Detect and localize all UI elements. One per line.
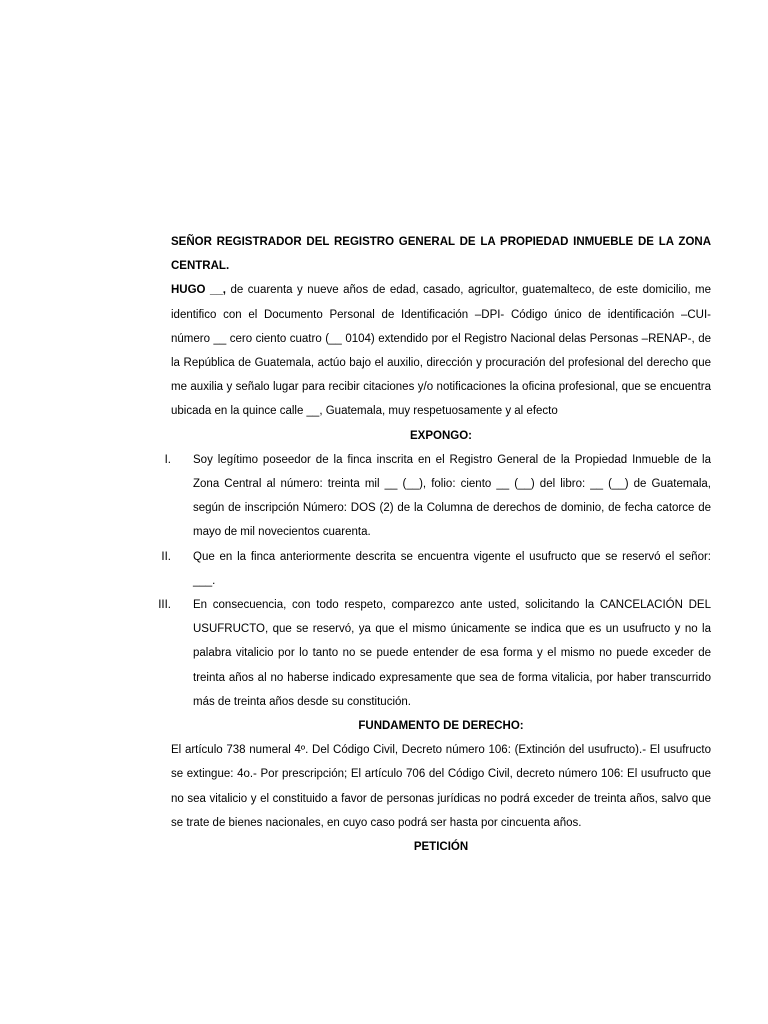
expongo-item-2 — [161, 545, 711, 593]
fundamento-paragraph: El artículo 738 numeral 4º. Del Código Civil, Decreto número 106: (Extinción del usufructo).- El usufructo se extingue: 4o.- Por prescripción; El artículo 706 del Código Civil, decreto número 106: El usufructo que no sea vitalicio y el constituido a favor de personas jurídicas no podrá exceder de treinta años, salvo que se trate de bienes nacionales, en cuyo caso podrá ser hasta por cincuenta años. — [171, 744, 711, 829]
expongo-item-1 — [164, 448, 711, 545]
document-body — [158, 230, 711, 859]
list-numeral: II. — [161, 550, 171, 563]
intro-paragraph — [171, 278, 711, 423]
list-item-text: Soy legítimo poseedor de la finca inscrita en el Registro General de la Propiedad Inmueble de la Zona Central al número: treinta mil __ (__), folio: ciento __ (__) del libro: __ (__) de Guatemala, según de inscripción Número: DOS (2) de la Columna de derechos de dominio, de fecha catorce de mayo de mil novecientos cuarenta. — [193, 453, 711, 539]
expongo-item-3 — [158, 593, 711, 714]
expongo-list — [158, 448, 711, 714]
list-item-text: Que en la finca anteriormente descrita se encuentra vigente el usufructo que se reservó el señor: ___. — [193, 550, 711, 587]
expongo-heading: EXPONGO: — [410, 429, 472, 442]
fundamento-heading: FUNDAMENTO DE DERECHO: — [358, 720, 524, 733]
intro-text: de cuarenta y nueve años de edad, casado, agricultor, guatemalteco, de este domicilio, me identifico con el Documento Personal de Identificación –DPI- Código único de identificación –CUI- número __ cero ciento cuatro (__ 0104) extendido por el Registro Nacional delas Personas –RENAP-, de la República de Guatemala, actúo bajo el auxilio, dirección y procuración del profesional del derecho que me auxilia y señalo lugar para recibir citaciones y/o notificaciones la oficina profesional, que se encuentra ubicada en la quince calle __, Guatemala, muy respetuosamente y al efecto — [171, 284, 711, 418]
peticion-heading: PETICIÓN — [413, 841, 469, 854]
petitioner-name: HUGO __, — [171, 284, 226, 297]
list-numeral: I. — [164, 453, 171, 466]
list-numeral: III. — [158, 599, 171, 612]
document-title: SEÑOR REGISTRADOR DEL REGISTRO GENERAL DE LA PROPIEDAD INMUEBLE DE LA ZONA CENTRAL. — [171, 236, 711, 273]
list-item-text: En consecuencia, con todo respeto, comparezco ante usted, solicitando la CANCELACIÓN DEL USUFRUCTO, que se reservó, ya que el mismo únicamente se indica que es un usufructo y no la palabra vitalicio por lo tanto no se puede entender de esa forma y el mismo no puede exceder de treinta años al no haberse indicado expresamente que sea de forma vitalicia, por haber transcurrido más de treinta años desde su constitución. — [193, 599, 711, 708]
